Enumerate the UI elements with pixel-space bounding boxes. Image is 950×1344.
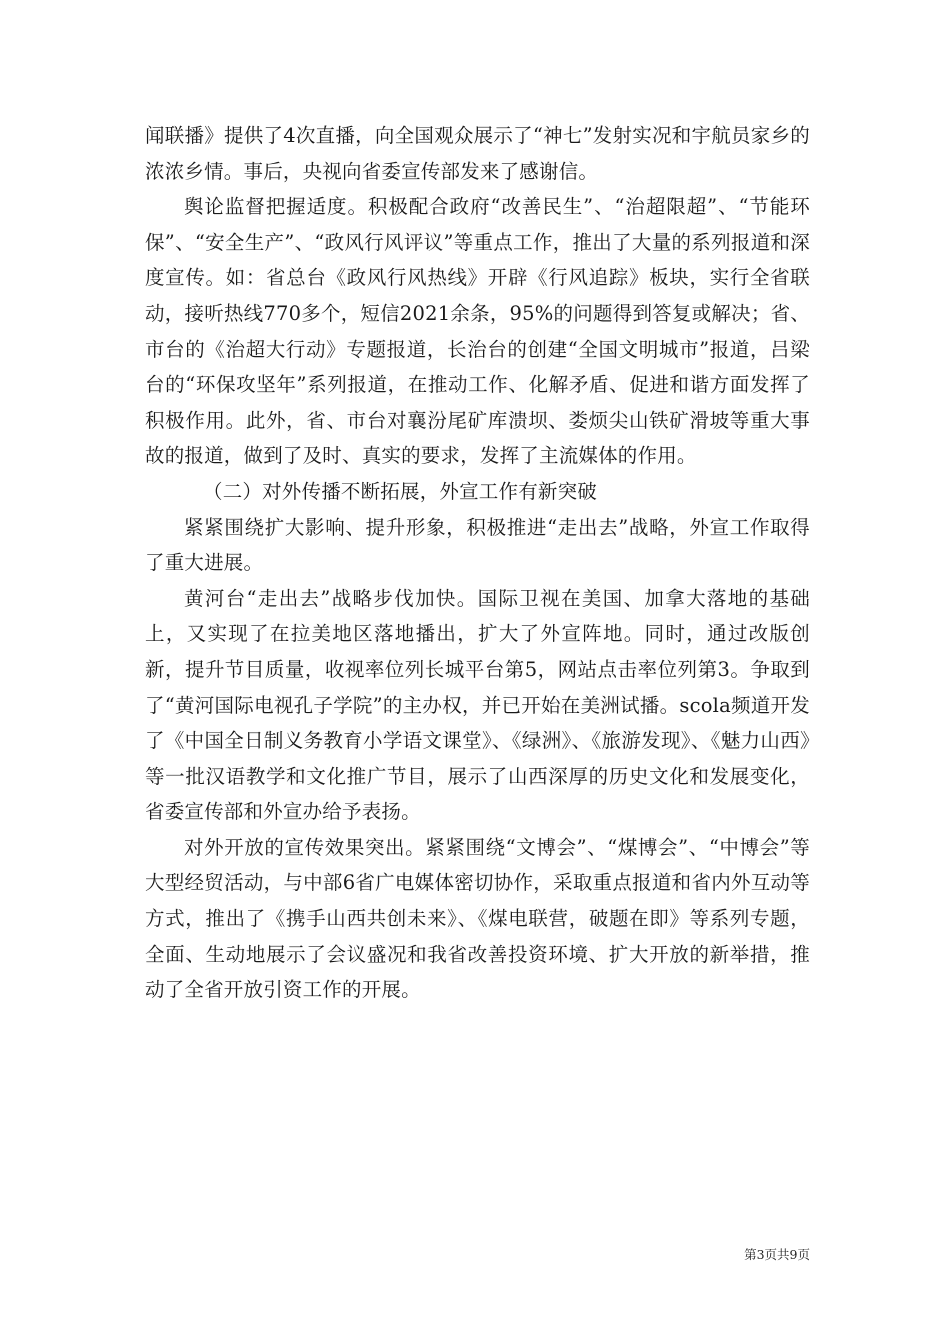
paragraph-public-opinion-supervision: 舆论监督把握适度。积极配合政府“改善民生”、“治超限超”、“节能环保”、“安全生产”、“政风行风评议”等重点工作，推出了大量的系列报道和深度宣传。如：省总台《政风行风热线》开辟《行风追踪》板块，实行全省联动，接听热线770多个，短信2021余条，95%的问题得到答复或解决；省、市台的《治超大行动》专题报道，长治台的创建“全国文明城市”报道，吕梁台的“环保攻坚年”系列报道，在推动工作、化解矛盾、促进和谐方面发挥了积极作用。此外，省、市台对襄汾尾矿库溃坝、娄烦尖山铁矿滑坡等重大事故的报道，做到了及时、真实的要求，发挥了主流媒体的作用。	[145, 195, 810, 468]
paragraph-yellow-river-tv: 黄河台“走出去”战略步伐加快。国际卫视在美国、加拿大落地的基础上，又实现了在拉美地区落地播出，扩大了外宣阵地。同时，通过改版创新，提升节目质量，收视率位列长城平台第5，网站点击率位列第3。争取到了“黄河国际电视孔子学院”的主办权，并已开始在美洲试播。scola频道开发了《中国全日制义务教育小学语文课堂》、《绿洲》、《旅游发现》、《魅力山西》等一批汉语教学和文化推广节目，展示了山西深厚的历史文化和发展变化，省委宣传部和外宣办给予表扬。	[145, 586, 810, 824]
paragraph-continuation: 闻联播》提供了4次直播，向全国观众展示了“神七”发射实况和宇航员家乡的浓浓乡情。事后，央视向省委宣传部发来了感谢信。	[145, 124, 810, 183]
paragraph-going-out-strategy: 紧紧围绕扩大影响、提升形象，积极推进“走出去”战略，外宣工作取得了重大进展。	[145, 515, 810, 575]
page-number-footer: 第3页共9页	[744, 1247, 810, 1262]
paragraph-opening-up-publicity: 对外开放的宣传效果突出。紧紧围绕“文博会”、“煤博会”、“中博会”等大型经贸活动，与中部6省广电媒体密切协作，采取重点报道和省内外互动等方式，推出了《携手山西共创未来》、《煤电联营，破题在即》等系列专题，全面、生动地展示了会议盛况和我省改善投资环境、扩大开放的新举措，推动了全省开放引资工作的开展。	[145, 835, 810, 1002]
section-heading-external-communication: （二）对外传播不断拓展，外宣工作有新突破	[203, 479, 598, 503]
document-body	[145, 118, 810, 1008]
